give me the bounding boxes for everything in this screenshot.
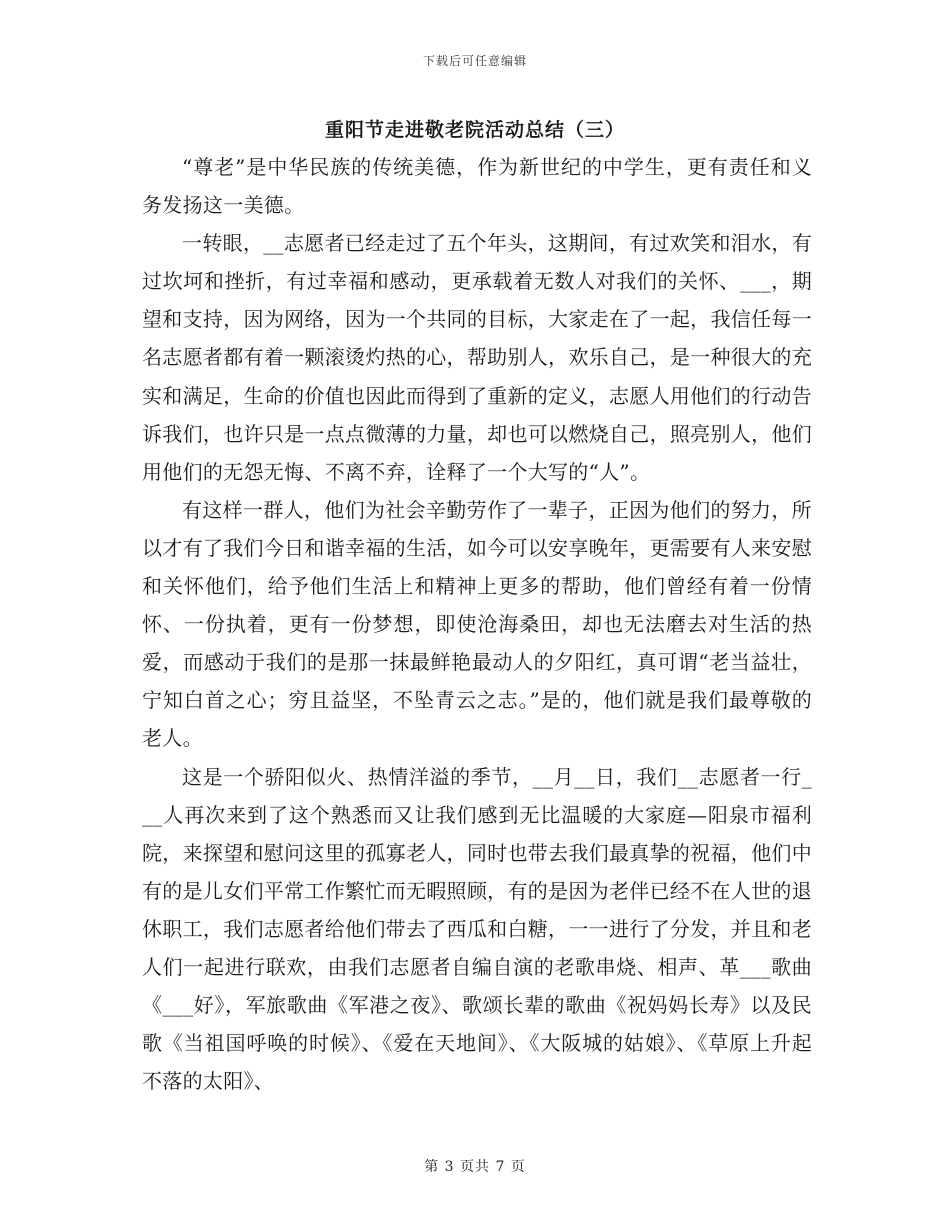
paragraph-1: “尊老”是中华民族的传统美德，作为新世纪的中学生，更有责任和义务发扬这一美德。 <box>142 155 812 218</box>
paragraph-3: 有这样一群人，他们为社会辛勤劳作了一辈子，正因为他们的努力，所以才有了我们今日和谐幸福的生活，如今可以安享晚年，更需要有人来安慰和关怀他们，给予他们生活上和精神上更多的帮助，他们曾经有着一份情怀、一份执着，更有一份梦想，即使沧海桑田，却也无法磨去对生活的热爱，而感动于我们的是那一抹最鲜艳最动人的夕阳红，真可谓“老当益壮，宁知白首之心；穷且益坚，不坠青云之志。”是的，他们就是我们最尊敬的老人。 <box>142 497 812 751</box>
paragraph-2: 一转眼，__志愿者已经走过了五个年头，这期间，有过欢笑和泪水，有过坎坷和挫折，有过幸福和感动，更承载着无数人对我们的关怀、___，期望和支持，因为网络，因为一个共同的目标，大家走在了一起，我信任每一名志愿者都有着一颗滚烫灼热的心，帮助别人，欢乐自己，是一种很大的充实和满足，生命的价值也因此而得到了重新的定义，志愿人用他们的行动告诉我们，也许只是一点点微薄的力量，却也可以燃烧自己，照亮别人，他们用他们的无怨无悔、不离不弃，诠释了一个大写的“人”。 <box>142 231 812 484</box>
header-note: 下载后可任意编辑 <box>422 54 527 68</box>
paragraph-4: 这是一个骄阳似火、热情洋溢的季节，__月__日，我们__志愿者一行___人再次来到了这个熟悉而又让我们感到无比温暖的大家庭—阳泉市福利院，来探望和慰问这里的孤寡老人，同时也带去我们最真挚的祝福，他们中有的是儿女们平常工作繁忙而无暇照顾，有的是因为老伴已经不在人世的退休职工，我们志愿者给他们带去了西瓜和白糖，一一进行了分发，并且和老人们一起进行联欢，由我们志愿者自编自演的老歌串烧、相声、革___歌曲《___好》，军旅歌曲《军港之夜》、歌颂长辈的歌曲《祝妈妈长寿》以及民歌《当祖国呼唤的时候》、《爱在天地间》、《大阪城的姑娘》、《草原上升起不落的太阳》、 <box>142 764 812 1094</box>
page-number: 第 3 页共 7 页 <box>424 1159 526 1175</box>
document-body <box>142 148 812 1100</box>
document-title: 重阳节走进敬老院活动总结（三） <box>324 119 625 141</box>
